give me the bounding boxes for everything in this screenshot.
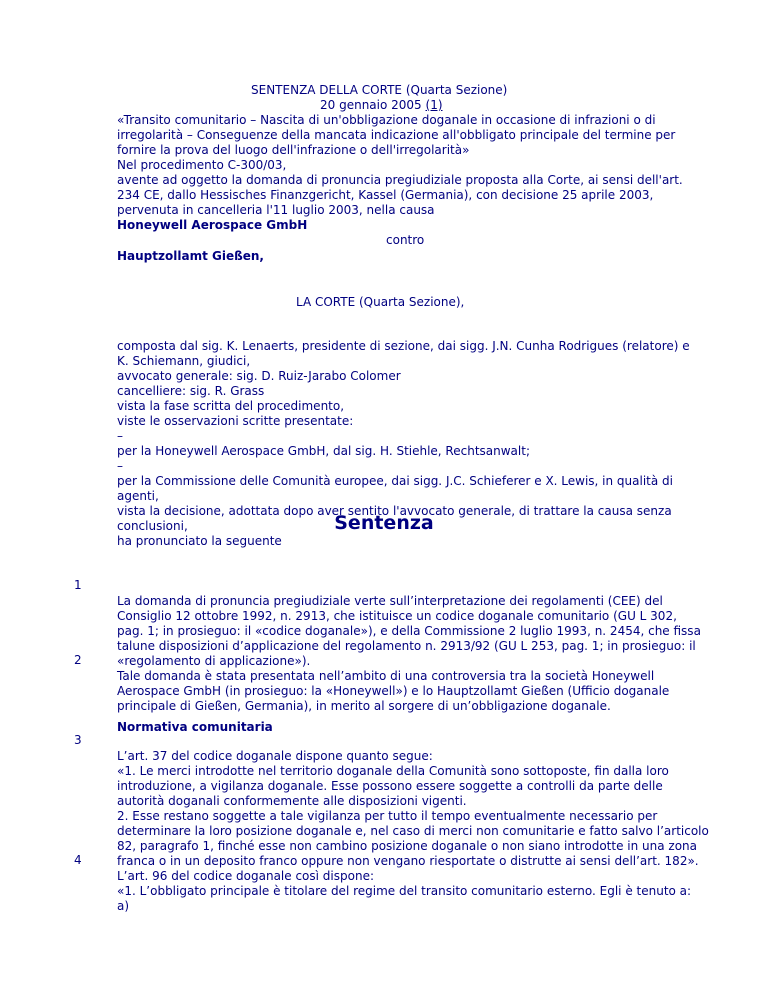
p3-line-5: 2. Esse restano soggette a tale vigilanza per tutto il tempo eventualmente necessario per xyxy=(117,809,658,823)
p4-line-2: «1. L’obbligato principale è titolare del regime del transito comunitario esterno. Egli è tenuto a: xyxy=(117,884,692,898)
composition-dash-1: – xyxy=(117,429,123,443)
composition-line-4: cancelliere: sig. R. Grass xyxy=(117,384,265,398)
party-applicant: Honeywell Aerospace GmbH xyxy=(117,218,308,232)
subject-line-1: «Transito comunitario – Nascita di un'obbligazione doganale in occasione di infrazioni o di xyxy=(117,113,656,127)
p1-line-1: La domanda di pronuncia pregiudiziale verte sull’interpretazione dei regolamenti (CEE) del xyxy=(117,594,663,608)
court-section-label: LA CORTE (Quarta Sezione), xyxy=(296,295,465,309)
p3-line-6: determinare la loro posizione doganale e, nel caso di merci non comunitarie e fatto salvo l’articolo xyxy=(117,824,709,838)
party-defendant: Hauptzollamt Gießen, xyxy=(117,249,264,263)
section-heading: Normativa comunitaria xyxy=(117,720,273,734)
p2-line-3: principale di Gießen, Germania), in merito al sorgere di un’obbligazione doganale. xyxy=(117,699,611,713)
procedure-line-3: 234 CE, dallo Hessisches Finanzgericht, Kassel (Germania), con decisione 25 aprile 2003, xyxy=(117,188,654,202)
procedure-line-2: avente ad oggetto la domanda di pronuncia pregiudiziale proposta alla Corte, ai sensi dell'art. xyxy=(117,173,683,187)
composition-dash-2: – xyxy=(117,459,123,473)
composition-line-11: agenti, xyxy=(117,489,159,503)
paragraph-number-1: 1 xyxy=(74,578,82,592)
p3-line-8: franca o in un deposito franco oppure non vengano riesportate o distrutte ai sensi dell’art. 182». xyxy=(117,854,699,868)
composition-line-8: per la Honeywell Aerospace GmbH, dal sig. H. Stiehle, Rechtsanwalt; xyxy=(117,444,530,458)
paragraph-number-2: 2 xyxy=(74,653,82,667)
p3-line-7: 82, paragrafo 1, finché esse non cambino posizione doganale o non siano introdotte in una zona xyxy=(117,839,697,853)
subject-line-3: fornire la prova del luogo dell'infrazione o dell'irregolarità» xyxy=(117,143,470,157)
composition-line-5: vista la fase scritta del procedimento, xyxy=(117,399,345,413)
contro-label: contro xyxy=(386,233,425,247)
p2-line-2: Aerospace GmbH (in prosieguo: la «Honeywell») e lo Hauptzollamt Gießen (Ufficio doganale xyxy=(117,684,670,698)
composition-line-13: conclusioni, xyxy=(117,519,188,533)
date-text: 20 gennaio 2005 xyxy=(320,98,422,112)
composition-line-12: vista la decisione, adottata dopo aver sentito l'avvocato generale, di trattare la causa senza xyxy=(117,504,672,518)
p1-line-5: «regolamento di applicazione»). xyxy=(117,654,311,668)
footnote-link[interactable]: (1) xyxy=(425,98,443,112)
p3-line-2: «1. Le merci introdotte nel territorio doganale della Comunità sono sottoposte, fin dalla loro xyxy=(117,764,669,778)
composition-line-14: ha pronunciato la seguente xyxy=(117,534,282,548)
paragraph-number-4: 4 xyxy=(74,853,82,867)
composition-line-10: per la Commissione delle Comunità europee, dai sigg. J.C. Schieferer e X. Lewis, in qualità di xyxy=(117,474,674,488)
procedure-line-4: pervenuta in cancelleria l'11 luglio 2003, nella causa xyxy=(117,203,435,217)
court-header: SENTENZA DELLA CORTE (Quarta Sezione) xyxy=(251,83,508,97)
p1-line-2: Consiglio 12 ottobre 1992, n. 2913, che istituisce un codice doganale comunitario (GU L 302, xyxy=(117,609,677,623)
p2-line-1: Tale domanda è stata presentata nell’ambito di una controversia tra la società Honeywell xyxy=(117,669,655,683)
paragraph-number-3: 3 xyxy=(74,733,82,747)
subject-line-2: irregolarità – Conseguenze della mancata indicazione all'obbligato principale del termine per xyxy=(117,128,676,142)
composition-line-2: K. Schiemann, giudici, xyxy=(117,354,251,368)
composition-line-6: viste le osservazioni scritte presentate: xyxy=(117,414,354,428)
composition-line-3: avvocato generale: sig. D. Ruiz-Jarabo Colomer xyxy=(117,369,401,383)
judgment-date xyxy=(320,98,443,113)
procedure-line-1: Nel procedimento C-300/03, xyxy=(117,158,287,172)
judgment-title: Sentenza xyxy=(334,512,434,534)
p4-line-1: L’art. 96 del codice doganale così dispone: xyxy=(117,869,374,883)
p3-line-1: L’art. 37 del codice doganale dispone quanto segue: xyxy=(117,749,433,763)
p3-line-4: autorità doganali conformemente alle disposizioni vigenti. xyxy=(117,794,467,808)
p1-line-3: pag. 1; in prosieguo: il «codice doganale»), e della Commissione 2 luglio 1993, n. 2454, che fissa xyxy=(117,624,701,638)
p3-line-3: introduzione, a vigilanza doganale. Esse possono essere soggette a controlli da parte delle xyxy=(117,779,663,793)
p1-line-4: talune disposizioni d’applicazione del regolamento n. 2913/92 (GU L 253, pag. 1; in prosieguo: il xyxy=(117,639,696,653)
composition-line-1: composta dal sig. K. Lenaerts, presidente di sezione, dai sigg. J.N. Cunha Rodrigues (relatore) e xyxy=(117,339,690,353)
p4-line-3: a) xyxy=(117,899,130,913)
